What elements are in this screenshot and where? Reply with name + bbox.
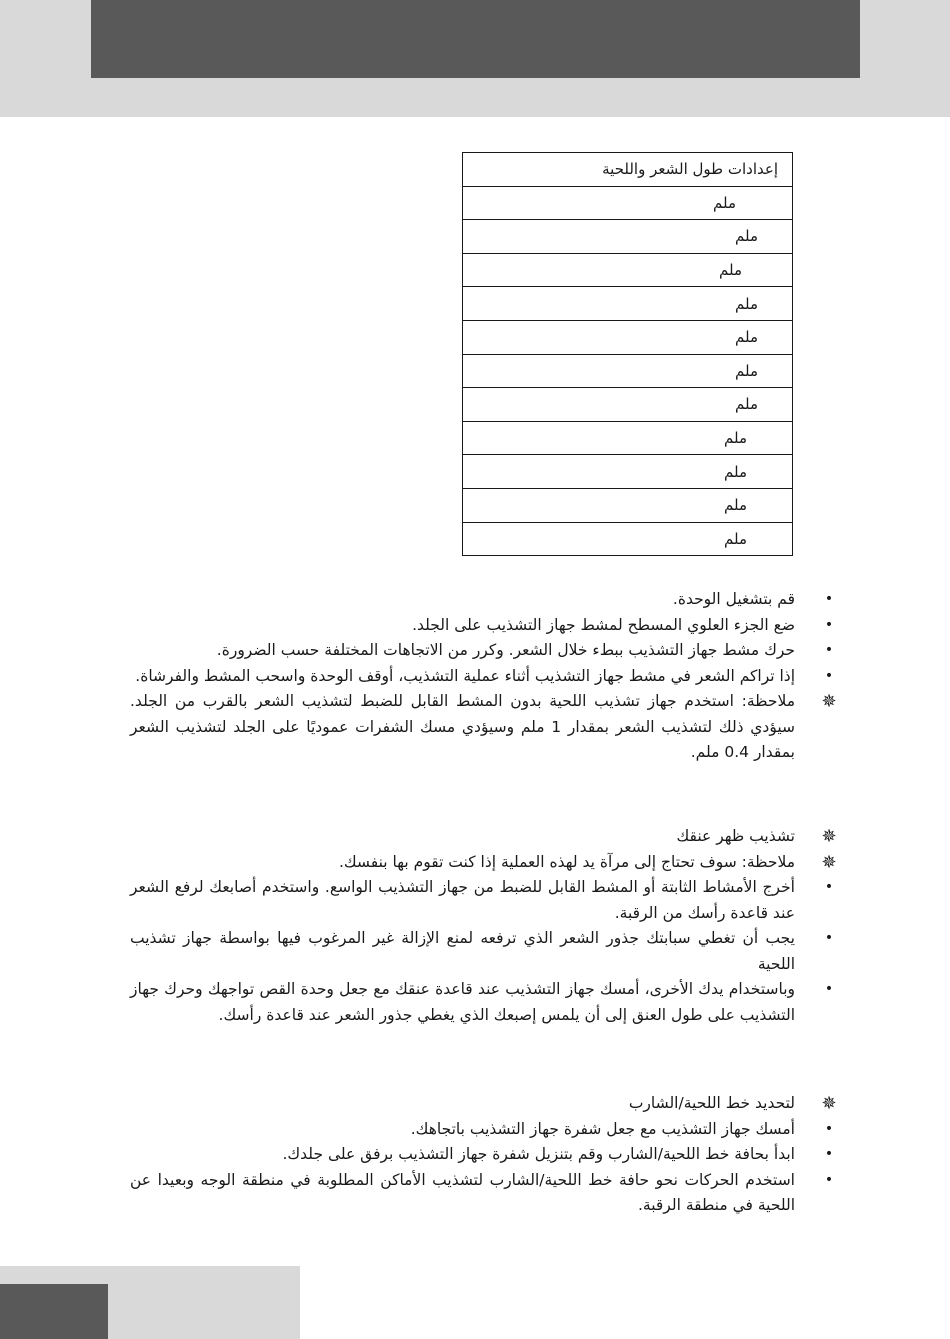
section-beard-line <box>130 1091 837 1219</box>
section-neck-trimming <box>130 824 837 1028</box>
table-header-cell: إعدادات طول الشعر واللحية <box>463 153 793 187</box>
list-item <box>130 613 834 639</box>
table-cell <box>463 220 793 254</box>
list-item <box>130 1091 837 1117</box>
table-row <box>463 253 793 287</box>
table-cell <box>463 320 793 354</box>
item-text: أمسك جهاز التشذيب مع جعل شفرة جهاز التشذيب باتجاهك. <box>410 1119 795 1138</box>
length-unit: ملم <box>735 361 758 380</box>
star-icon: ✵ <box>821 851 837 873</box>
item-text: استخدم الحركات نحو حافة خط اللحية/الشارب لتشذيب الأماكن المطلوبة في منطقة الوجه وبعيدا عن اللحية في منطقة الرقبة. <box>130 1170 795 1214</box>
bullet-icon: • <box>824 642 834 658</box>
list-item <box>130 638 834 664</box>
star-icon: ✵ <box>821 691 837 712</box>
bullet-icon: • <box>824 667 834 684</box>
length-unit: ملم <box>724 529 747 548</box>
hair-length-settings-table <box>462 152 793 556</box>
item-text: ابدأ بحافة خط اللحية/الشارب وقم بتنزيل شفرة جهاز التشذيب برفق على جلدك. <box>282 1145 795 1163</box>
list-item <box>130 926 834 977</box>
star-icon: ✵ <box>821 1093 837 1114</box>
star-icon: ✵ <box>821 826 837 847</box>
table-row <box>463 421 793 455</box>
table-row <box>463 455 793 489</box>
section-operation-steps <box>130 587 837 766</box>
item-text: إذا تراكم الشعر في مشط جهاز التشذيب أثناء عملية التشذيب، أوقف الوحدة واسحب المشط والفرشاة. <box>135 666 795 685</box>
list-item <box>130 875 834 926</box>
bullet-icon: • <box>824 1146 834 1162</box>
table-row <box>463 354 793 388</box>
item-text: قم بتشغيل الوحدة. <box>672 590 795 608</box>
list-item <box>130 850 837 876</box>
table-row <box>463 320 793 354</box>
length-unit: ملم <box>719 261 742 280</box>
bullet-icon: • <box>824 981 834 997</box>
item-text: لتحديد خط اللحية/الشارب <box>628 1094 795 1112</box>
item-text: يجب أن تغطي سبابتك جذور الشعر الذي ترفعه لمنع الإزالة غير المرغوب فيها بواسطة جهاز تشذيب اللحية <box>130 929 795 973</box>
table-row <box>463 488 793 522</box>
bullet-icon: • <box>824 930 834 946</box>
table-cell <box>463 253 793 287</box>
bullet-icon: • <box>824 591 834 607</box>
table-header-row <box>463 153 793 187</box>
table-row <box>463 220 793 254</box>
list-item <box>130 1142 834 1168</box>
table-cell <box>463 455 793 489</box>
table-cell <box>463 354 793 388</box>
item-text: أخرج الأمشاط الثابتة أو المشط القابل للضبط من جهاز التشذيب الواسع. واستخدم أصابعك لرفع الشعر عند قاعدة رأسك من الرقبة. <box>130 878 795 922</box>
list-item <box>130 824 837 850</box>
item-text: ضع الجزء العلوي المسطح لمشط جهاز التشذيب على الجلد. <box>412 615 795 634</box>
footer-block <box>0 1284 108 1339</box>
length-unit: ملم <box>735 395 758 414</box>
list-item <box>130 977 834 1028</box>
table-cell <box>463 421 793 455</box>
length-unit: ملم <box>735 227 758 246</box>
item-text: ملاحظة: استخدم جهاز تشذيب اللحية بدون المشط القابل للضبط لتشذيب الشعر بالقرب من الجلد. سيؤدي ذلك لتشذيب الشعر بمقدار 1 ملم وسيؤدي مسك الشفرات عموديًا على الجلد لتشذيب الشعر بمقدار 0.4 ملم. <box>130 692 795 761</box>
table-row <box>463 287 793 321</box>
item-text: تشذيب ظهر عنقك <box>676 827 795 845</box>
length-unit: ملم <box>724 496 747 515</box>
length-unit: ملم <box>724 462 747 481</box>
bullet-icon: • <box>824 879 834 895</box>
table-cell <box>463 388 793 422</box>
list-item <box>130 689 837 766</box>
list-item <box>130 664 834 690</box>
table-row <box>463 186 793 220</box>
bullet-icon: • <box>824 616 834 633</box>
item-text: حرك مشط جهاز التشذيب ببطء خلال الشعر. وكرر من الاتجاهات المختلفة حسب الضرورة. <box>216 641 795 659</box>
table-row <box>463 388 793 422</box>
bullet-icon: • <box>824 1171 834 1188</box>
length-unit: ملم <box>724 429 747 448</box>
length-unit: ملم <box>713 193 736 212</box>
table-cell <box>463 186 793 220</box>
bullet-icon: • <box>824 1120 834 1137</box>
table-cell <box>463 287 793 321</box>
length-unit: ملم <box>735 328 758 347</box>
table-row <box>463 522 793 556</box>
item-text: وباستخدام يدك الأخرى، أمسك جهاز التشذيب عند قاعدة عنقك مع جعل وحدة القص تواجهك وحرك جهاز التشذيب على طول العنق إلى أن يلمس إصبعك الذي يغطي جذور الشعر عند قاعدة رأسك. <box>130 980 795 1024</box>
table-cell <box>463 488 793 522</box>
length-unit: ملم <box>735 294 758 313</box>
list-item <box>130 1168 834 1219</box>
header-bar <box>91 0 860 78</box>
item-text: ملاحظة: سوف تحتاج إلى مرآة يد لهذه العملية إذا كنت تقوم بها بنفسك. <box>338 852 795 871</box>
table-cell <box>463 522 793 556</box>
list-item <box>130 1117 834 1143</box>
list-item <box>130 587 834 613</box>
